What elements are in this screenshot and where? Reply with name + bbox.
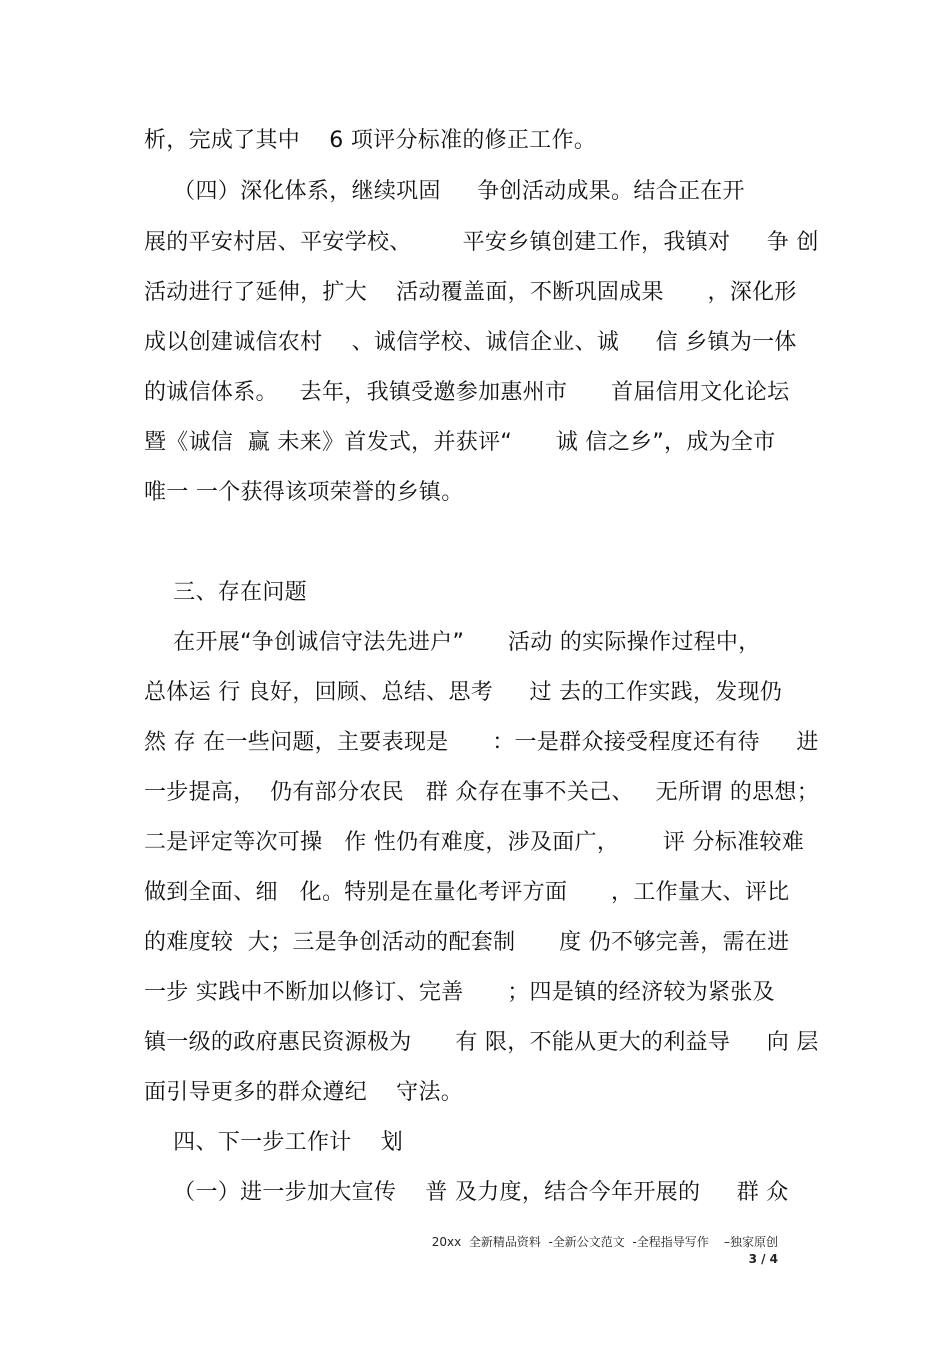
text-line: 活动进行了延伸，扩大 活动覆盖面，不断巩固成果 ，深化形 [144,280,797,305]
text-line: 二是评定等次可操 作 性仍有难度，涉及面广， 评 分标准较难 [144,830,805,855]
text-line: 面引导更多的群众遵纪 守法。 [144,1080,464,1105]
text-line: 在开展“争创诚信守法先进户” 活动 的实际操作过程中， [144,630,761,655]
text-line: 析，完成了其中 6 项评分标准的修正工作。 [144,128,597,153]
text-line: 然 存 在一些问题，主要表现是 ：一是群众接受程度还有待 进 [144,730,819,755]
text-line: 成以创建诚信农村 、诚信学校、诚信企业、诚 信 乡镇为一体 [144,330,797,355]
section-heading: 三、存在问题 [144,580,307,605]
text-line: 一步 实践中不断加以修订、完善 ；四是镇的经济较为紧张及 [144,980,775,1005]
text-line: 的诚信体系。 去年，我镇受邀参加惠州市 首届信用文化论坛 [144,380,790,405]
text-line: 总体运 行 良好，回顾、总结、思考 过 去的工作实践，发现仍 [144,680,783,705]
text-line: 暨《诚信 赢 未来》首发式，并获评“ 诚 信之乡”，成为全市 [144,430,776,455]
text-line: 镇一级的政府惠民资源极为 有 限，不能从更大的利益导 向 层 [144,1030,819,1055]
text-line: 唯一 一个获得该项荣誉的乡镇。 [144,480,464,505]
text-line: （四）深化体系，继续巩固 争创活动成果。结合正在开 [144,179,745,204]
section-heading: 四、下一步工作计 划 [144,1130,404,1155]
text-line: 的难度较 大；三是争创活动的配套制 度 仍不够完善，需在进 [144,930,790,955]
text-line: 做到全面、细 化。特别是在量化考评方面 ，工作量大、评比 [144,880,790,905]
text-line: （一）进一步加大宣传 普 及力度，结合今年开展的 群 众 [144,1180,789,1205]
page-number: 3 / 4 [748,1252,778,1266]
text-line: 展的平安村居、平安学校、 平安乡镇创建工作，我镇对 争 创 [144,230,819,255]
text-line: 一步提高， 仍有部分农民 群 众存在事不关己、 无所谓 的思想； [144,780,820,805]
page-footer: 20xx 全新精品资料 -全新公文范文 -全程指导写作 –独家原创 [431,1235,778,1249]
